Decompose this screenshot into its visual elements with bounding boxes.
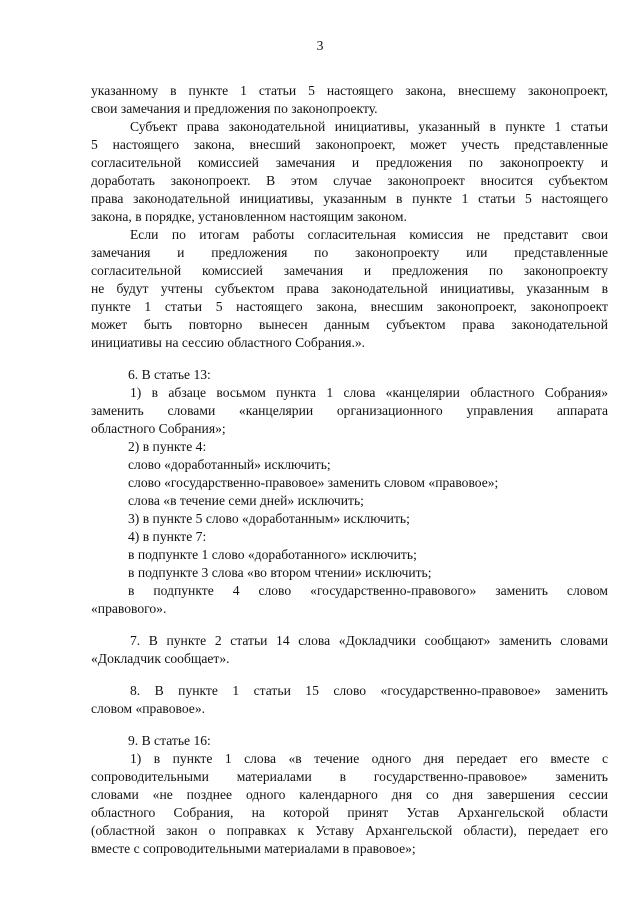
text-line: согласительной комиссией замечания и предложения по законопроекту: [91, 263, 608, 278]
text-line: в подпункте 4 слово «государственно-правового» заменить словом: [128, 583, 608, 598]
text-line: Если по итогам работы согласительная комиссия не представит свои: [130, 227, 608, 242]
text-line: «Докладчик сообщает».: [91, 651, 230, 666]
text-line: 1) в абзаце восьмом пункта 1 слова «канцелярии областного Собрания»: [130, 385, 608, 400]
text-line: словом «правовое».: [91, 701, 206, 716]
text-line: словами «не позднее одного календарного дня со дня завершения сессии: [91, 787, 608, 802]
text-line: сопроводительными материалами в государственно-правовое» заменить: [91, 769, 608, 784]
text-line: в подпункте 3 слова «во втором чтении» исключить;: [128, 565, 432, 580]
text-line: 2) в пункте 4:: [128, 439, 207, 454]
text-line: 9. В статье 16:: [128, 733, 211, 748]
text-line: согласительной комиссией замечания и предложения по законопроекту и: [91, 155, 608, 170]
text-line: закона, в порядке, установленном настоящим законом.: [91, 209, 407, 224]
text-line: 3) в пункте 5 слово «доработанным» исключить;: [128, 511, 410, 526]
text-line: слово «доработанный» исключить;: [128, 457, 331, 472]
text-line: 6. В статье 13:: [128, 367, 211, 382]
text-line: областного Собрания, на которой принят Устав Архангельской области: [91, 805, 608, 820]
text-line: областного Собрания»;: [91, 421, 226, 436]
text-line: «правового».: [91, 601, 167, 616]
text-line: инициативы на сессию областного Собрания.».: [91, 335, 366, 350]
text-line: в подпункте 1 слово «доработанного» исключить;: [128, 547, 417, 562]
text-line: 4) в пункте 7:: [128, 529, 207, 544]
text-line: права законодательной инициативы, указанным в пункте 1 статьи 5 настоящего: [91, 191, 608, 206]
text-line: 5 настоящего закона, внесший законопроект, может учесть представленные: [91, 137, 608, 152]
text-line: слово «государственно-правовое» заменить словом «правовое»;: [128, 475, 499, 490]
text-line: заменить словами «канцелярии организационного управления аппарата: [91, 403, 608, 418]
text-line: Субъект права законодательной инициативы, указанный в пункте 1 статьи: [130, 119, 608, 134]
text-line: 7. В пункте 2 статьи 14 слова «Докладчики сообщают» заменить словами: [130, 633, 608, 648]
text-line: доработать законопроект. В этом случае законопроект вносится субъектом: [91, 173, 608, 188]
text-line: замечания и предложения по законопроекту или представленные: [91, 245, 608, 260]
text-line: свои замечания и предложения по законопроекту.: [91, 101, 378, 116]
text-line: пункте 1 статьи 5 настоящего закона, внесшим законопроект, законопроект: [91, 299, 608, 314]
text-line: не будут учтены субъектом права законодательной инициативы, указанным в: [91, 281, 608, 296]
text-line: вместе с сопроводительными материалами в правовое»;: [91, 841, 416, 856]
text-line: (областной закон о поправках к Уставу Архангельской области), передает его: [91, 823, 608, 838]
page-number: 3: [316, 38, 324, 53]
text-line: 8. В пункте 1 статьи 15 слово «государственно-правовое» заменить: [130, 683, 608, 698]
text-line: 1) в пункте 1 слова «в течение одного дня передает его вместе с: [130, 751, 608, 766]
text-line: слова «в течение семи дней» исключить;: [128, 493, 364, 508]
text-line: указанному в пункте 1 статьи 5 настоящего закона, внесшему законопроект,: [91, 83, 608, 98]
text-line: может быть повторно вынесен данным субъектом права законодательной: [91, 317, 608, 332]
